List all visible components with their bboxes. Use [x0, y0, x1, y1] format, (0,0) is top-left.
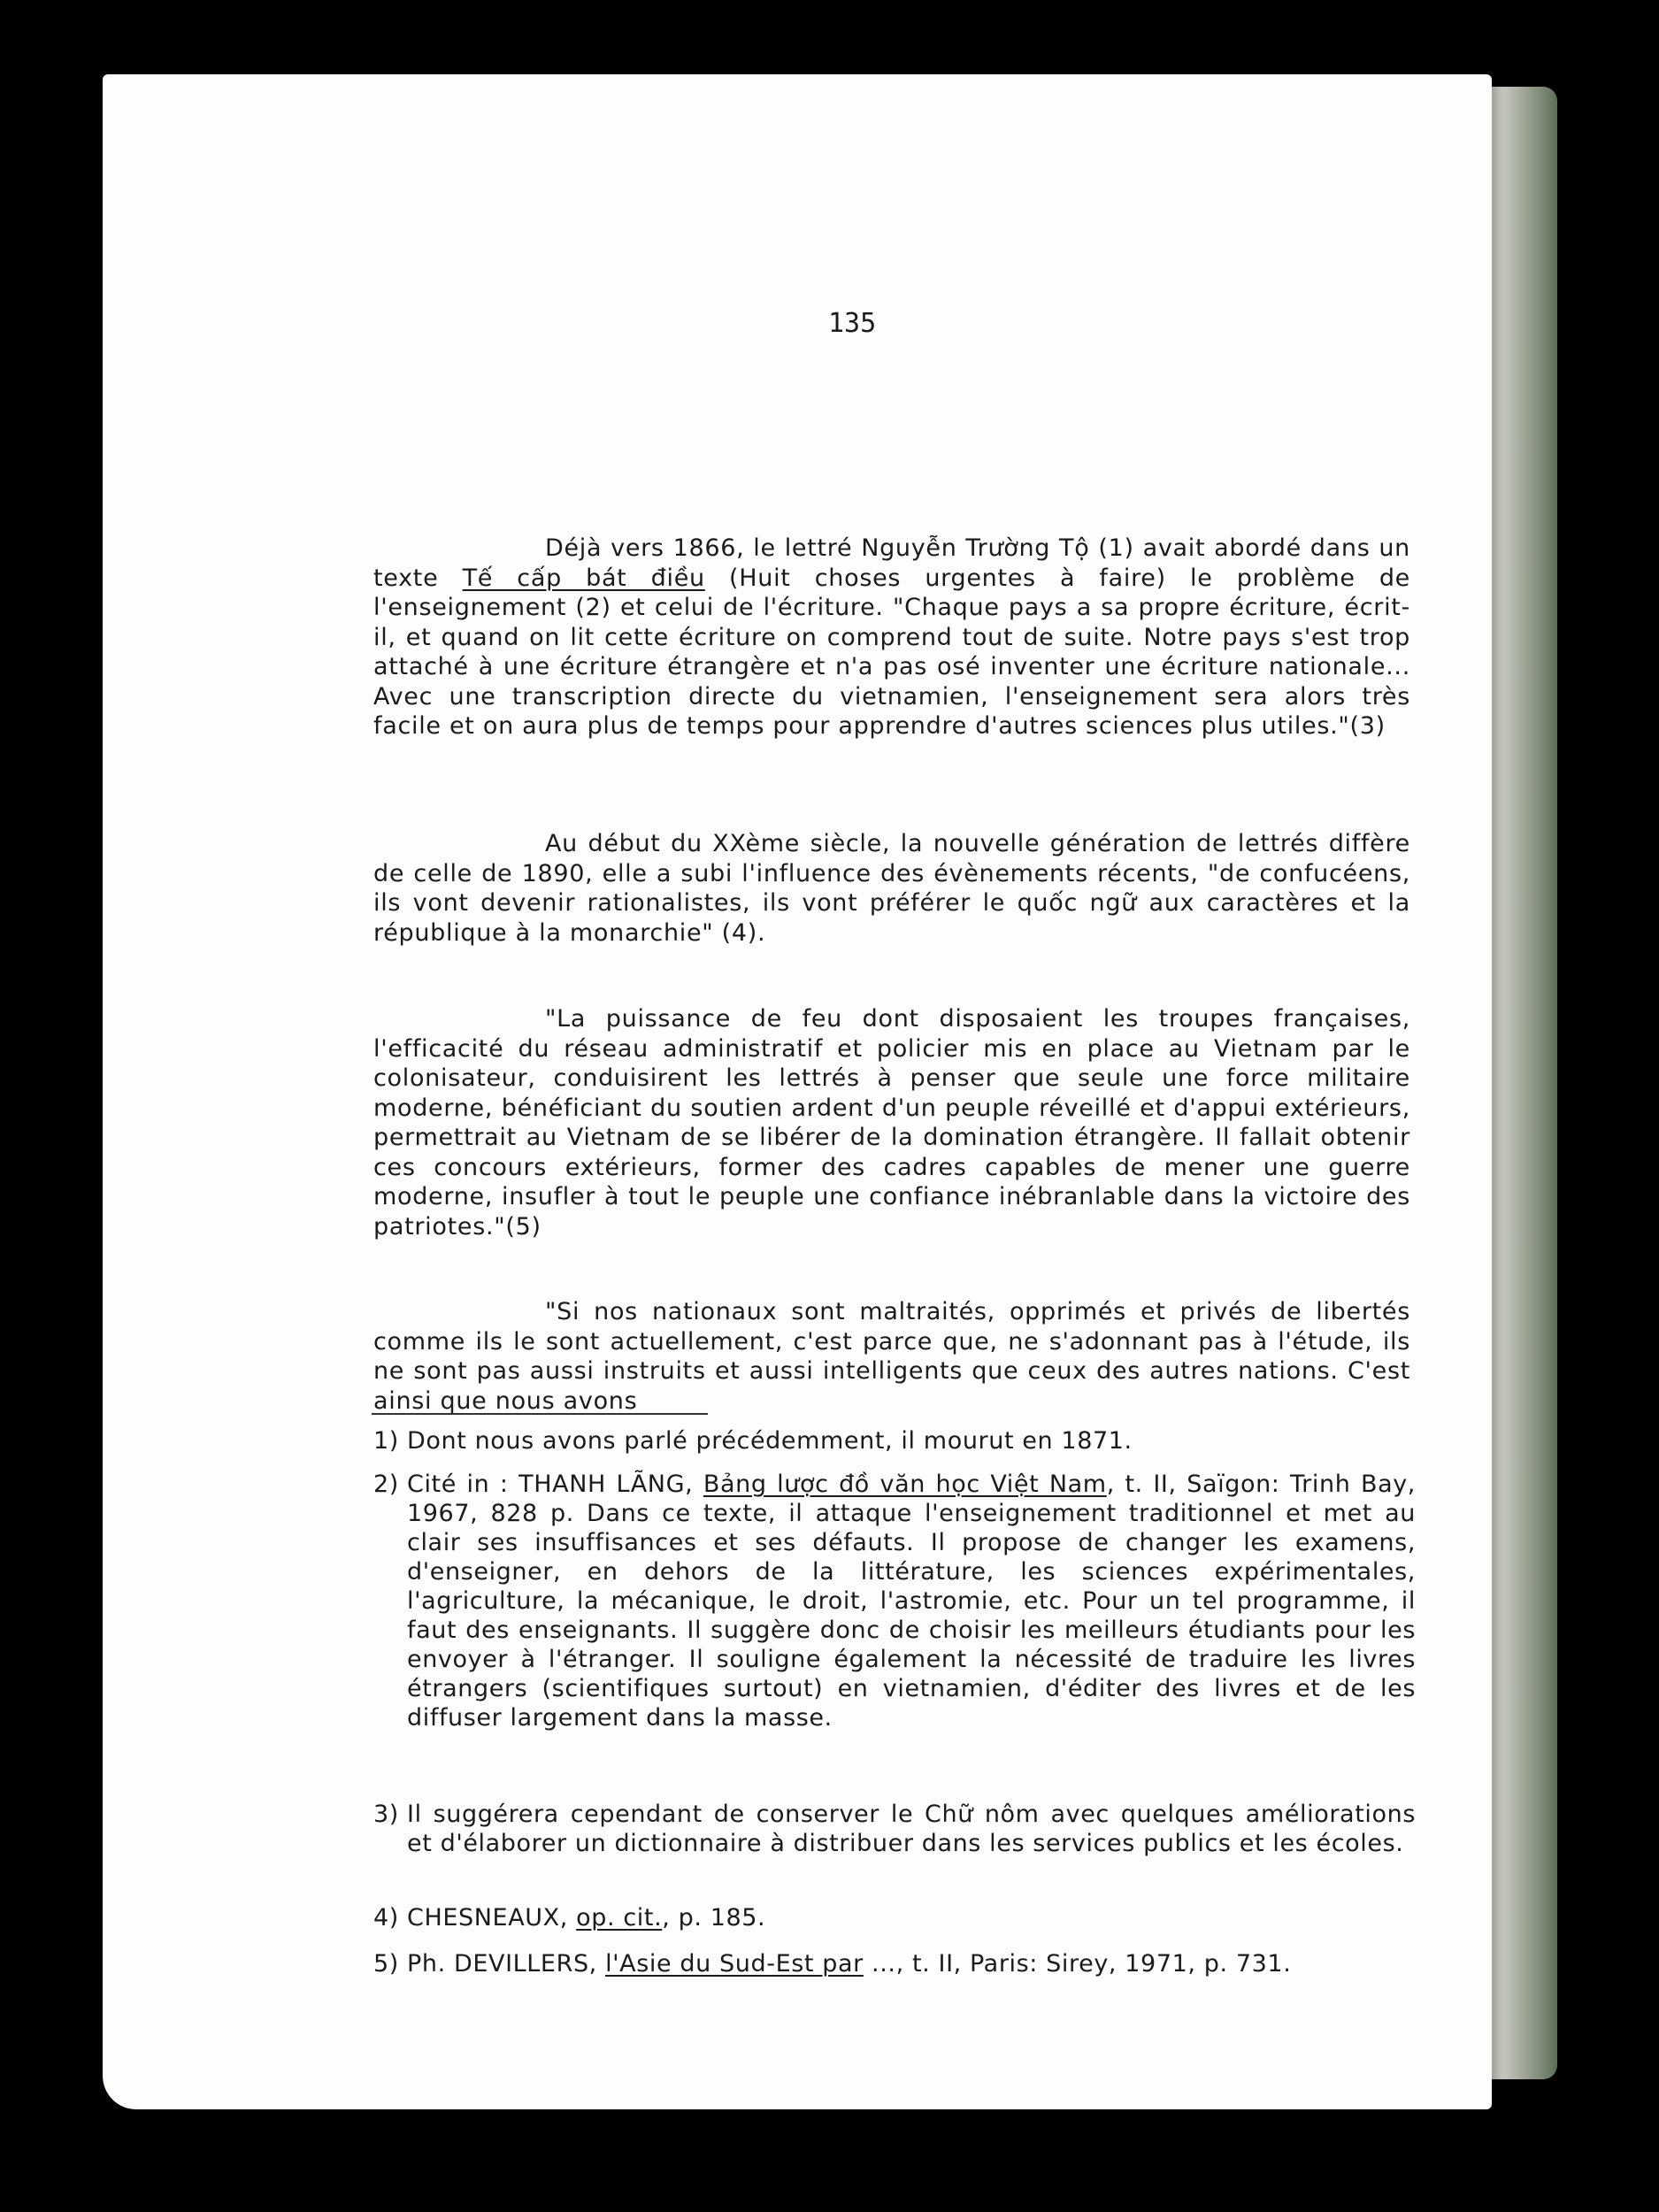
- paragraph-1: Déjà vers 1866, le lettré Nguyễn Trường Tộ (1) avait abordé dans un texte Tế cấp bát điều (Huit choses urgentes à faire) le problème de l'enseignement (2) et celui de l'écriture. "Chaque pays a sa propre écriture, écrit-il, et quand on lit cette écriture on comprend tout de suite. Notre pays s'est trop attaché à une écriture étrangère et n'a pas osé inventer une écriture nationale... Avec une transcription directe du vietnamien, l'enseignement sera alors très facile et on aura plus de temps pour apprendre d'autres sciences plus utiles."(3): [373, 534, 1410, 740]
- footnote-5: [373, 1949, 1416, 1978]
- footnote-text: CHESNEAUX, op. cit., p. 185.: [407, 1904, 766, 1932]
- footnote-1: [373, 1426, 1416, 1455]
- footnote-number: 3): [373, 1801, 399, 1828]
- footnote-text: Ph. DEVILLERS, l'Asie du Sud-Est par ..., t. II, Paris: Sirey, 1971, p. 731.: [407, 1950, 1292, 1978]
- footnote-number: 5): [373, 1950, 399, 1978]
- footnote-text: Cité in : THANH LÃNG, Bảng lược đồ văn học Việt Nam, t. II, Saïgon: Trinh Bay, 1967, 828 p. Dans ce texte, il attaque l'enseignement traditionnel et met au clair ses insuffisances et ses défauts. Il propose de changer les examens, d'enseigner, en dehors de la littérature, les sciences expérimentales, l'agriculture, la mécanique, le droit, l'astromie, etc. Pour un tel programme, il faut des enseignants. Il suggère donc de choisir les meilleurs étudiants pour les envoyer à l'étranger. Il souligne également la nécessité de traduire les livres étrangers (scientifiques surtout) en vietnamien, d'éditer des livres et de les diffuser largement dans la masse.: [407, 1471, 1416, 1732]
- footnote-3: [373, 1800, 1416, 1858]
- footnote-text: Dont nous avons parlé précédemment, il mourut en 1871.: [407, 1427, 1133, 1455]
- footnote-separator: [372, 1413, 708, 1415]
- book-page: [103, 74, 1492, 2109]
- page-number: 135: [828, 308, 877, 339]
- footnote-number: 1): [373, 1427, 399, 1455]
- footnote-number: 4): [373, 1904, 399, 1932]
- paragraph-2: Au début du XXème siècle, la nouvelle génération de lettrés diffère de celle de 1890, elle a subi l'influence des évènements récents, "de confucéens, ils vont devenir rationalistes, ils vont préférer le quốc ngữ aux caractères et la république à la monarchie" (4).: [373, 830, 1410, 947]
- paragraph-4: "Si nos nationaux sont maltraités, opprimés et privés de libertés comme ils le sont actuellement, c'est parce que, ne s'adonnant pas à l'étude, ils ne sont pas aussi instruits et aussi intelligents que ceux des autres nations. C'est ainsi que nous avons: [373, 1298, 1410, 1415]
- footnote-number: 2): [373, 1471, 399, 1498]
- paragraph-3: "La puissance de feu dont disposaient les troupes françaises, l'efficacité du réseau administratif et policier mis en place au Vietnam par le colonisateur, conduisirent les lettrés à penser que seule une force militaire moderne, bénéficiant du soutien ardent d'un peuple réveillé et d'appui extérieurs, permettrait au Vietnam de se libérer de la domination étrangère. Il fallait obtenir ces concours extérieurs, former des cadres capables de mener une guerre moderne, insufler à tout le peuple une confiance inébranlable dans la victoire des patriotes."(5): [373, 1005, 1410, 1240]
- footnote-text: Il suggérera cependant de conserver le Chữ nôm avec quelques améliorations et d'élaborer un dictionnaire à distribuer dans les services publics et les écoles.: [407, 1801, 1416, 1857]
- footnote-2: [373, 1470, 1416, 1732]
- footnote-4: [373, 1903, 1416, 1932]
